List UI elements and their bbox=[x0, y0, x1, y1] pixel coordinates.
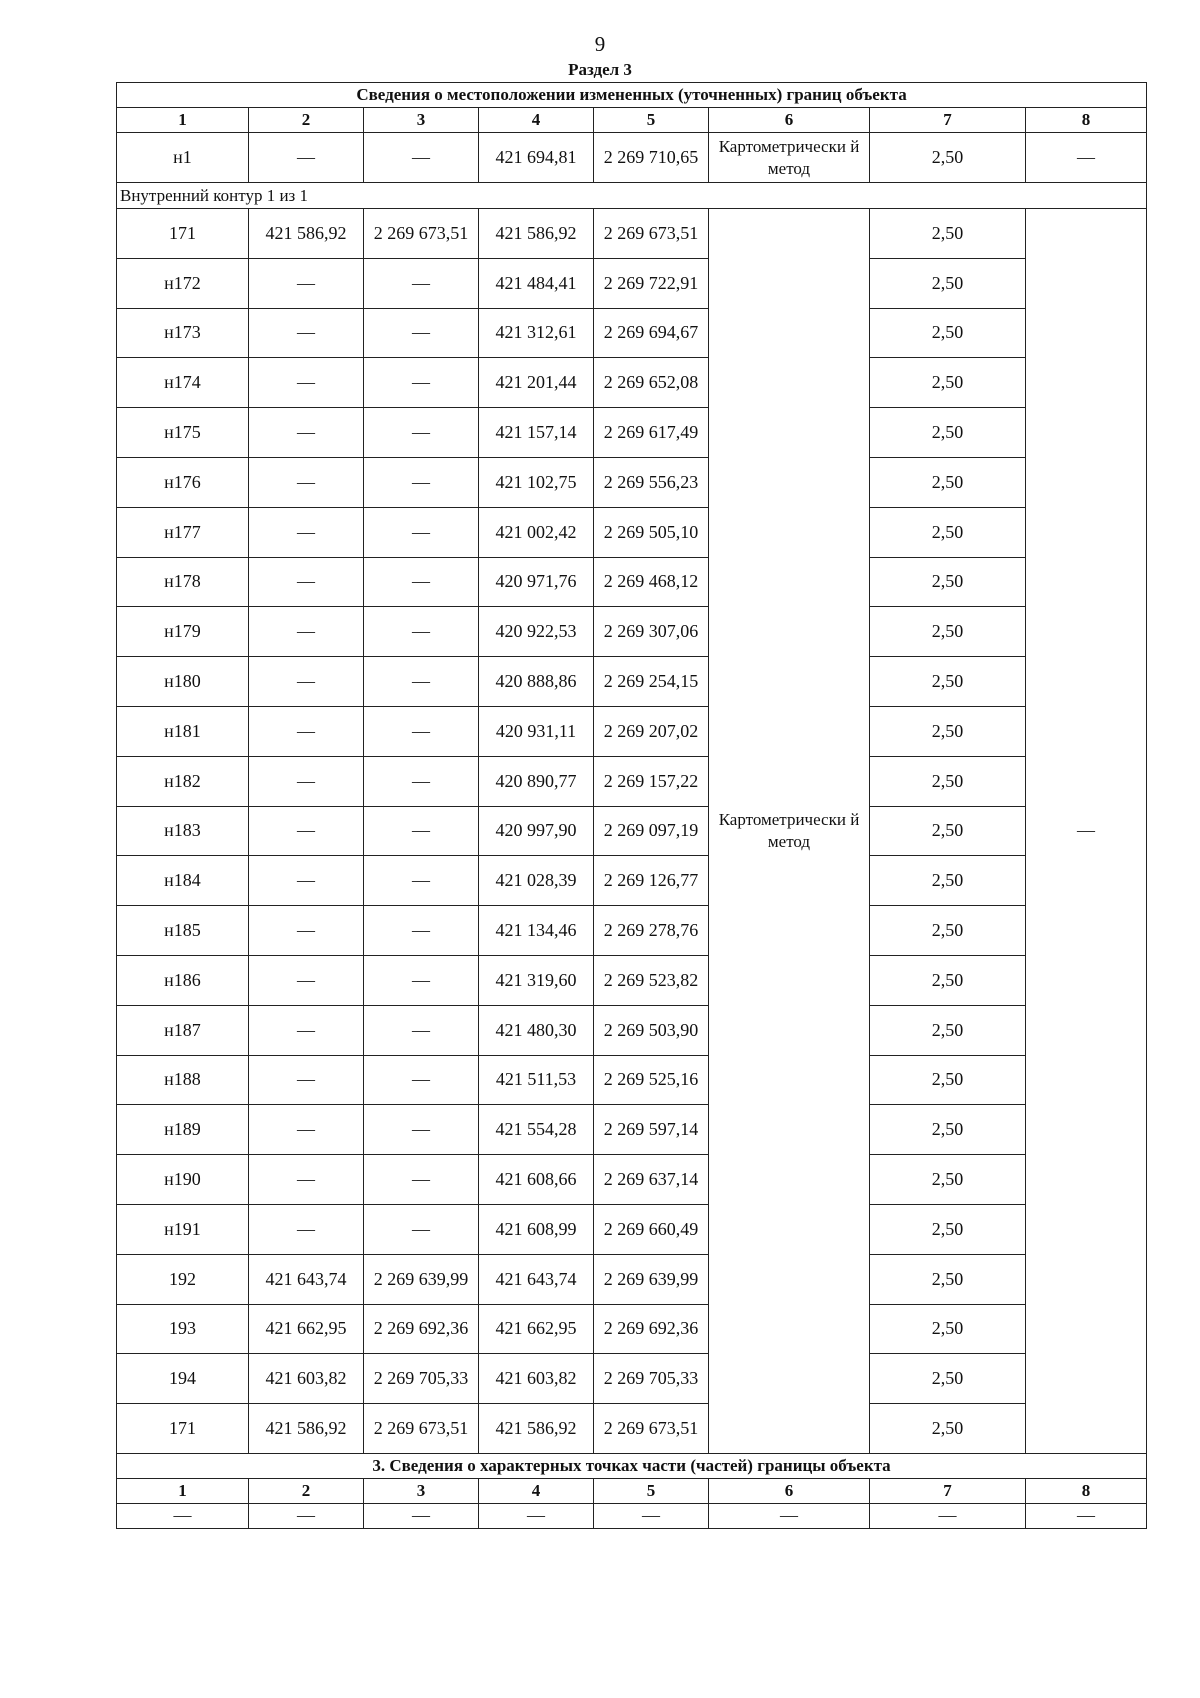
accuracy: 2,50 bbox=[870, 706, 1026, 756]
point-name: н183 bbox=[117, 806, 249, 856]
x-old: — bbox=[249, 557, 364, 607]
table-row bbox=[117, 756, 1147, 806]
y-new: 2 269 505,10 bbox=[594, 507, 709, 557]
accuracy: 2,50 bbox=[870, 408, 1026, 458]
y-old: 2 269 639,99 bbox=[364, 1254, 479, 1304]
table-caption: Сведения о местоположении измененных (уточненных) границ объекта bbox=[117, 83, 1147, 108]
y-new: 2 269 523,82 bbox=[594, 955, 709, 1005]
accuracy: 2,50 bbox=[870, 358, 1026, 408]
y-old: — bbox=[364, 706, 479, 756]
y-new: 2 269 097,19 bbox=[594, 806, 709, 856]
table-row bbox=[117, 806, 1147, 856]
point-name: н186 bbox=[117, 955, 249, 1005]
column-number: 7 bbox=[870, 1478, 1026, 1503]
y-new: 2 269 652,08 bbox=[594, 358, 709, 408]
y-new: 2 269 660,49 bbox=[594, 1204, 709, 1254]
x-old: — bbox=[249, 507, 364, 557]
x-old: — bbox=[249, 657, 364, 707]
point-name: н175 bbox=[117, 408, 249, 458]
x-old: 421 586,92 bbox=[249, 209, 364, 259]
table-row bbox=[117, 1354, 1147, 1404]
table-row bbox=[117, 1005, 1147, 1055]
method: Картометрически й метод bbox=[709, 209, 870, 1454]
table-row bbox=[117, 209, 1147, 259]
column-number: 6 bbox=[709, 108, 870, 133]
y-old: — bbox=[364, 1204, 479, 1254]
y-new: 2 269 157,22 bbox=[594, 756, 709, 806]
y-old: 2 269 692,36 bbox=[364, 1304, 479, 1354]
accuracy: 2,50 bbox=[870, 756, 1026, 806]
table-row bbox=[117, 906, 1147, 956]
x-new: 421 643,74 bbox=[479, 1254, 594, 1304]
accuracy: 2,50 bbox=[870, 133, 1026, 183]
table-row bbox=[117, 507, 1147, 557]
y-new: 2 269 525,16 bbox=[594, 1055, 709, 1105]
accuracy: 2,50 bbox=[870, 1204, 1026, 1254]
x-old: — bbox=[249, 756, 364, 806]
accuracy: 2,50 bbox=[870, 557, 1026, 607]
accuracy: 2,50 bbox=[870, 1404, 1026, 1454]
y-new: 2 269 673,51 bbox=[594, 1404, 709, 1454]
x-old: 421 662,95 bbox=[249, 1304, 364, 1354]
y-old: — bbox=[364, 756, 479, 806]
empty-cell: — bbox=[364, 1503, 479, 1528]
table-row bbox=[117, 1204, 1147, 1254]
table-row bbox=[117, 1055, 1147, 1105]
x-new: 421 586,92 bbox=[479, 1404, 594, 1454]
x-new: 420 888,86 bbox=[479, 657, 594, 707]
point-name: н181 bbox=[117, 706, 249, 756]
point-name: н189 bbox=[117, 1105, 249, 1155]
y-new: 2 269 639,99 bbox=[594, 1254, 709, 1304]
accuracy: 2,50 bbox=[870, 806, 1026, 856]
x-new: 420 997,90 bbox=[479, 806, 594, 856]
accuracy: 2,50 bbox=[870, 1055, 1026, 1105]
table-row bbox=[117, 1254, 1147, 1304]
table-row bbox=[117, 258, 1147, 308]
x-new: 421 157,14 bbox=[479, 408, 594, 458]
point-name: н178 bbox=[117, 557, 249, 607]
table-caption-row bbox=[117, 83, 1147, 108]
y-old: — bbox=[364, 657, 479, 707]
y-old: — bbox=[364, 457, 479, 507]
x-old: — bbox=[249, 607, 364, 657]
point-name: н185 bbox=[117, 906, 249, 956]
y-old: — bbox=[364, 308, 479, 358]
y-new: 2 269 597,14 bbox=[594, 1105, 709, 1155]
accuracy: 2,50 bbox=[870, 1304, 1026, 1354]
point-name: н177 bbox=[117, 507, 249, 557]
point-name: н174 bbox=[117, 358, 249, 408]
empty-cell: — bbox=[594, 1503, 709, 1528]
point-name: н190 bbox=[117, 1155, 249, 1205]
table-row bbox=[117, 133, 1147, 183]
accuracy: 2,50 bbox=[870, 955, 1026, 1005]
x-new: 420 971,76 bbox=[479, 557, 594, 607]
point-name: н191 bbox=[117, 1204, 249, 1254]
y-new: 2 269 637,14 bbox=[594, 1155, 709, 1205]
table-row bbox=[117, 1105, 1147, 1155]
y-new: 2 269 705,33 bbox=[594, 1354, 709, 1404]
x-new: 421 694,81 bbox=[479, 133, 594, 183]
column-number: 3 bbox=[364, 1478, 479, 1503]
accuracy: 2,50 bbox=[870, 607, 1026, 657]
y-new: 2 269 673,51 bbox=[594, 209, 709, 259]
x-old: 421 603,82 bbox=[249, 1354, 364, 1404]
table-row bbox=[117, 607, 1147, 657]
column-number: 1 bbox=[117, 108, 249, 133]
column-number: 2 bbox=[249, 108, 364, 133]
table2-empty-row bbox=[117, 1503, 1147, 1528]
y-new: 2 269 468,12 bbox=[594, 557, 709, 607]
point-name: н176 bbox=[117, 457, 249, 507]
column-number: 8 bbox=[1026, 1478, 1147, 1503]
accuracy: 2,50 bbox=[870, 1005, 1026, 1055]
y-new: 2 269 694,67 bbox=[594, 308, 709, 358]
point-name: 193 bbox=[117, 1304, 249, 1354]
page-number: 9 bbox=[594, 32, 606, 56]
accuracy: 2,50 bbox=[870, 1354, 1026, 1404]
column-number: 5 bbox=[594, 1478, 709, 1503]
table-row bbox=[117, 308, 1147, 358]
point-name: н184 bbox=[117, 856, 249, 906]
x-old: — bbox=[249, 1055, 364, 1105]
y-old: — bbox=[364, 806, 479, 856]
x-new: 421 028,39 bbox=[479, 856, 594, 906]
accuracy: 2,50 bbox=[870, 209, 1026, 259]
x-old: — bbox=[249, 1005, 364, 1055]
x-new: 421 608,99 bbox=[479, 1204, 594, 1254]
section-title: Раздел 3 bbox=[568, 60, 632, 79]
column-number: 4 bbox=[479, 108, 594, 133]
y-new: 2 269 722,91 bbox=[594, 258, 709, 308]
point-name: 194 bbox=[117, 1354, 249, 1404]
x-new: 421 608,66 bbox=[479, 1155, 594, 1205]
table-row bbox=[117, 1155, 1147, 1205]
x-old: — bbox=[249, 955, 364, 1005]
x-new: 421 319,60 bbox=[479, 955, 594, 1005]
empty-cell: — bbox=[870, 1503, 1026, 1528]
table-row bbox=[117, 706, 1147, 756]
accuracy: 2,50 bbox=[870, 906, 1026, 956]
point-name: 192 bbox=[117, 1254, 249, 1304]
y-old: 2 269 673,51 bbox=[364, 209, 479, 259]
accuracy: 2,50 bbox=[870, 308, 1026, 358]
table-row bbox=[117, 557, 1147, 607]
x-new: 421 102,75 bbox=[479, 457, 594, 507]
empty-cell: — bbox=[709, 1503, 870, 1528]
accuracy: 2,50 bbox=[870, 457, 1026, 507]
x-old: — bbox=[249, 1204, 364, 1254]
point-name: н1 bbox=[117, 133, 249, 183]
y-new: 2 269 556,23 bbox=[594, 457, 709, 507]
y-new: 2 269 278,76 bbox=[594, 906, 709, 956]
point-name: н180 bbox=[117, 657, 249, 707]
x-old: — bbox=[249, 258, 364, 308]
accuracy: 2,50 bbox=[870, 1254, 1026, 1304]
y-new: 2 269 710,65 bbox=[594, 133, 709, 183]
table-row bbox=[117, 358, 1147, 408]
y-new: 2 269 692,36 bbox=[594, 1304, 709, 1354]
table-row bbox=[117, 657, 1147, 707]
table-row bbox=[117, 1304, 1147, 1354]
y-old: 2 269 705,33 bbox=[364, 1354, 479, 1404]
table-row bbox=[117, 457, 1147, 507]
x-old: — bbox=[249, 706, 364, 756]
accuracy: 2,50 bbox=[870, 856, 1026, 906]
point-name: н187 bbox=[117, 1005, 249, 1055]
y-old: — bbox=[364, 856, 479, 906]
contour-label: Внутренний контур 1 из 1 bbox=[117, 183, 1147, 209]
y-old: — bbox=[364, 133, 479, 183]
x-old: — bbox=[249, 1155, 364, 1205]
x-new: 420 890,77 bbox=[479, 756, 594, 806]
y-new: 2 269 126,77 bbox=[594, 856, 709, 906]
x-old: — bbox=[249, 906, 364, 956]
y-old: — bbox=[364, 408, 479, 458]
method: Картометрически й метод bbox=[709, 133, 870, 183]
point-name: н179 bbox=[117, 607, 249, 657]
table2-caption-row bbox=[117, 1453, 1147, 1478]
y-old: — bbox=[364, 358, 479, 408]
note: — bbox=[1026, 209, 1147, 1454]
x-new: 421 480,30 bbox=[479, 1005, 594, 1055]
y-old: — bbox=[364, 557, 479, 607]
y-old: — bbox=[364, 258, 479, 308]
accuracy: 2,50 bbox=[870, 1155, 1026, 1205]
accuracy: 2,50 bbox=[870, 1105, 1026, 1155]
y-new: 2 269 207,02 bbox=[594, 706, 709, 756]
table-row bbox=[117, 955, 1147, 1005]
x-new: 421 586,92 bbox=[479, 209, 594, 259]
y-old: — bbox=[364, 607, 479, 657]
accuracy: 2,50 bbox=[870, 507, 1026, 557]
x-new: 421 662,95 bbox=[479, 1304, 594, 1354]
column-number: 4 bbox=[479, 1478, 594, 1503]
empty-cell: — bbox=[1026, 1503, 1147, 1528]
x-new: 421 603,82 bbox=[479, 1354, 594, 1404]
contour-label-row bbox=[117, 183, 1147, 209]
empty-cell: — bbox=[117, 1503, 249, 1528]
x-old: 421 586,92 bbox=[249, 1404, 364, 1454]
point-name: н172 bbox=[117, 258, 249, 308]
column-number: 6 bbox=[709, 1478, 870, 1503]
x-new: 421 002,42 bbox=[479, 507, 594, 557]
y-old: — bbox=[364, 507, 479, 557]
x-new: 421 134,46 bbox=[479, 906, 594, 956]
y-new: 2 269 617,49 bbox=[594, 408, 709, 458]
x-new: 421 201,44 bbox=[479, 358, 594, 408]
point-name: н188 bbox=[117, 1055, 249, 1105]
column-number: 1 bbox=[117, 1478, 249, 1503]
empty-cell: — bbox=[479, 1503, 594, 1528]
column-number: 5 bbox=[594, 108, 709, 133]
y-old: — bbox=[364, 1155, 479, 1205]
point-name: 171 bbox=[117, 1404, 249, 1454]
x-new: 421 511,53 bbox=[479, 1055, 594, 1105]
table-row bbox=[117, 856, 1147, 906]
x-old: — bbox=[249, 457, 364, 507]
y-old: — bbox=[364, 1105, 479, 1155]
empty-cell: — bbox=[249, 1503, 364, 1528]
accuracy: 2,50 bbox=[870, 657, 1026, 707]
x-new: 421 484,41 bbox=[479, 258, 594, 308]
x-old: — bbox=[249, 358, 364, 408]
y-new: 2 269 254,15 bbox=[594, 657, 709, 707]
x-old: — bbox=[249, 1105, 364, 1155]
accuracy: 2,50 bbox=[870, 258, 1026, 308]
point-name: н182 bbox=[117, 756, 249, 806]
note: — bbox=[1026, 133, 1147, 183]
column-number: 8 bbox=[1026, 108, 1147, 133]
column-number: 7 bbox=[870, 108, 1026, 133]
x-new: 420 922,53 bbox=[479, 607, 594, 657]
table2-column-number-row bbox=[117, 1478, 1147, 1503]
y-new: 2 269 307,06 bbox=[594, 607, 709, 657]
x-old: — bbox=[249, 408, 364, 458]
column-number: 3 bbox=[364, 108, 479, 133]
y-old: — bbox=[364, 1005, 479, 1055]
column-number-row bbox=[117, 108, 1147, 133]
y-old: 2 269 673,51 bbox=[364, 1404, 479, 1454]
table2-caption: 3. Сведения о характерных точках части (частей) границы объекта bbox=[117, 1453, 1147, 1478]
x-old: — bbox=[249, 308, 364, 358]
x-new: 421 312,61 bbox=[479, 308, 594, 358]
point-name: 171 bbox=[117, 209, 249, 259]
y-new: 2 269 503,90 bbox=[594, 1005, 709, 1055]
x-old: — bbox=[249, 806, 364, 856]
y-old: — bbox=[364, 955, 479, 1005]
boundary-table bbox=[116, 82, 1147, 1529]
x-new: 420 931,11 bbox=[479, 706, 594, 756]
y-old: — bbox=[364, 906, 479, 956]
point-name: н173 bbox=[117, 308, 249, 358]
column-number: 2 bbox=[249, 1478, 364, 1503]
y-old: — bbox=[364, 1055, 479, 1105]
x-old: 421 643,74 bbox=[249, 1254, 364, 1304]
x-old: — bbox=[249, 856, 364, 906]
table-row bbox=[117, 1404, 1147, 1454]
x-old: — bbox=[249, 133, 364, 183]
x-new: 421 554,28 bbox=[479, 1105, 594, 1155]
table-row bbox=[117, 408, 1147, 458]
